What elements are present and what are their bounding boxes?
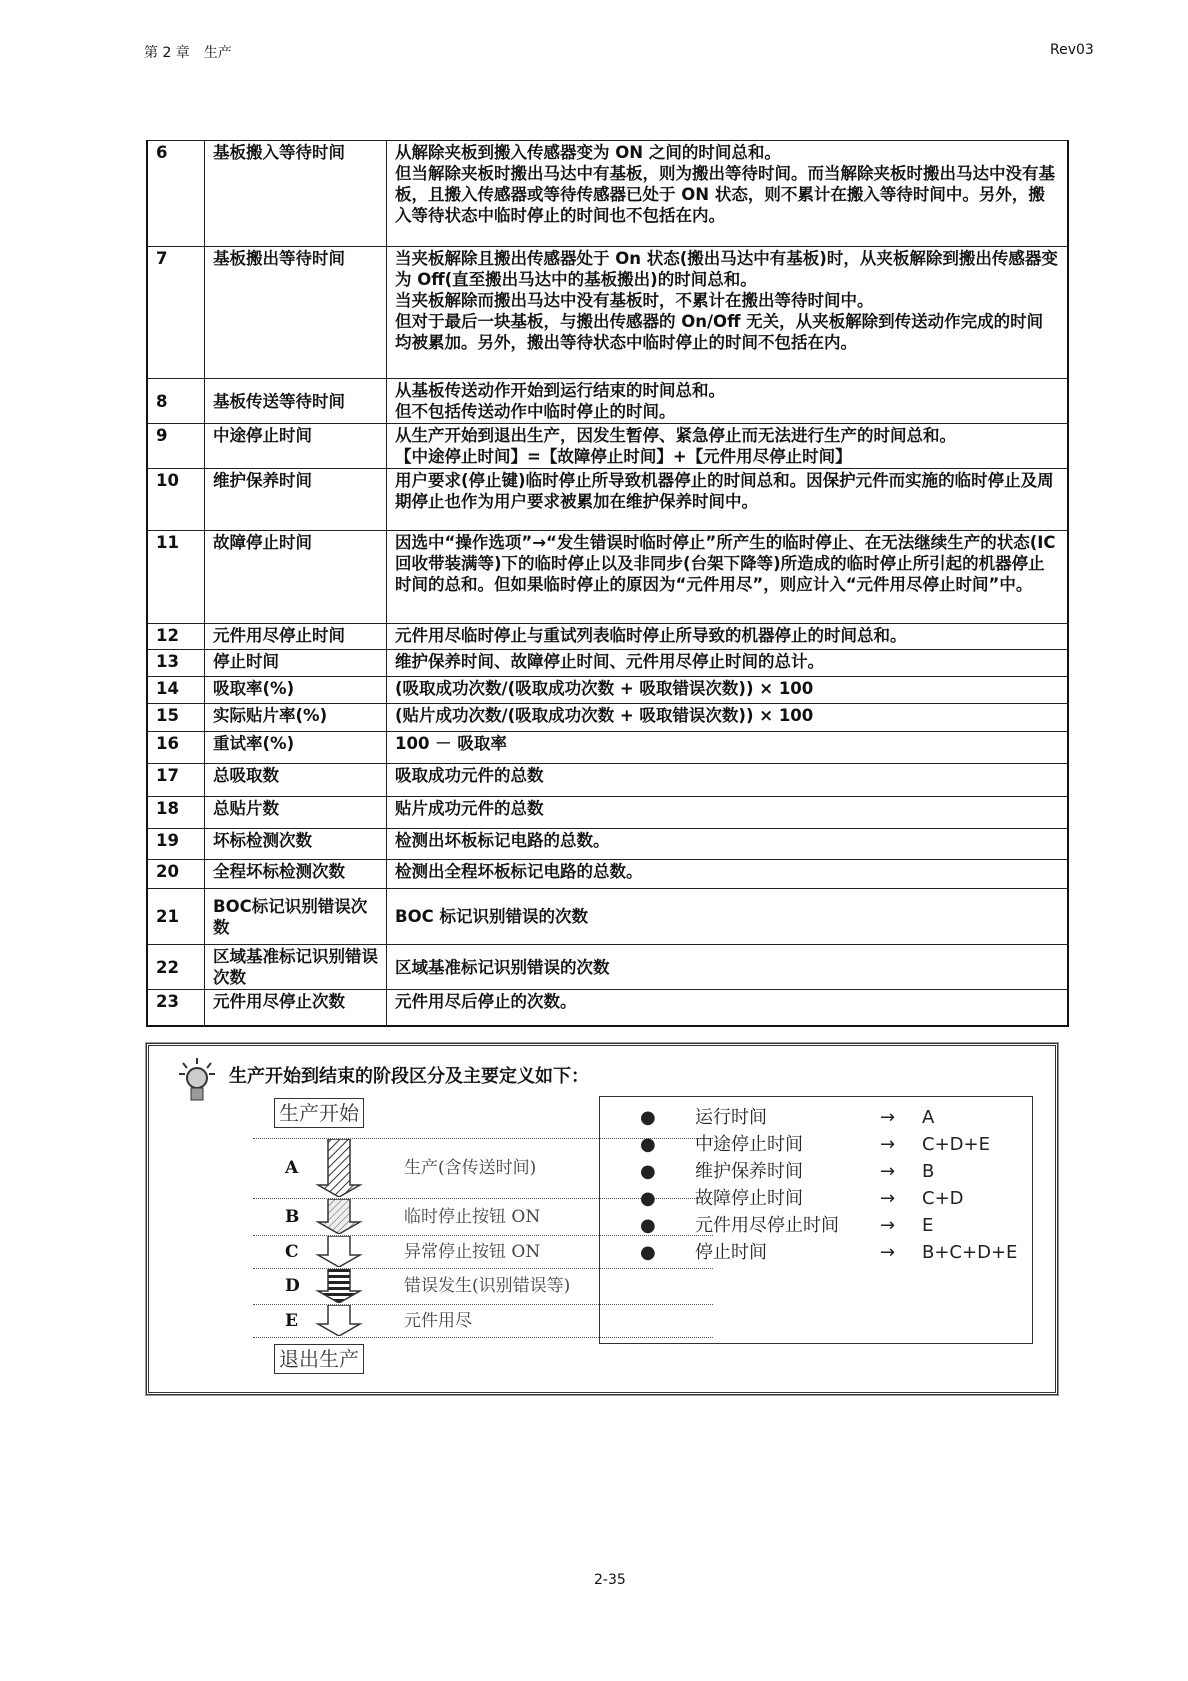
row-description: 吸取成功元件的总数 [387,764,1069,797]
legend-item [640,1161,934,1183]
stage-start: 生产开始 [274,1098,364,1128]
row-term: 基板搬出等待时间 [205,247,387,379]
row-term: 总吸取数 [205,764,387,797]
row-number: 22 [147,945,205,990]
row-term: 实际贴片率(%) [205,704,387,732]
legend-value: B [922,1161,935,1182]
table-row [147,945,1068,990]
row-description: (贴片成功次数/(吸取成功次数 + 吸取错误次数)) × 100 [387,704,1069,732]
bullet-icon: ● [640,1242,656,1263]
stage-arrow-icon [314,1139,364,1197]
row-number: 19 [147,829,205,860]
lightbulb-icon [177,1058,217,1104]
definition-legend [599,1096,1033,1344]
table-row [147,797,1068,829]
row-description: 区域基准标记识别错误的次数 [387,945,1069,990]
legend-value: E [922,1215,934,1236]
arrow-right-icon: → [880,1215,896,1236]
stage-end: 退出生产 [274,1344,364,1374]
legend-label: 故障停止时间 [695,1188,803,1209]
table-row [147,889,1068,945]
legend-value: C+D+E [922,1134,990,1155]
row-description: 100 － 吸取率 [387,732,1069,764]
definitions-table [146,140,1069,1027]
table-row [147,424,1068,469]
revision-label: Rev03 [1050,42,1094,58]
row-description: 元件用尽后停止的次数。 [387,990,1069,1026]
legend-item [640,1188,964,1210]
row-term: BOC标记识别错误次数 [205,889,387,945]
row-term: 中途停止时间 [205,424,387,469]
row-number: 11 [147,531,205,624]
row-number: 13 [147,650,205,677]
stage-letter: B [285,1206,300,1227]
stage-description: 异常停止按钮 ON [404,1241,541,1262]
row-description: (吸取成功次数/(吸取成功次数 + 吸取错误次数)) × 100 [387,677,1069,704]
row-term: 区域基准标记识别错误次数 [205,945,387,990]
row-number: 6 [147,141,205,247]
row-description: 用户要求(停止键)临时停止所导致机器停止的时间总和。因保护元件而实施的临时停止及周期停止也作为用户要求被累加在维护保养时间中。 [387,469,1069,531]
row-description: 检测出全程坏板标记电路的总数。 [387,860,1069,889]
stage-description: 生产(含传送时间) [404,1158,537,1178]
chapter-header: 第 2 章 生产 [144,45,232,61]
legend-label: 维护保养时间 [695,1161,803,1182]
bullet-icon: ● [640,1215,656,1236]
stage-description: 元件用尽 [404,1310,472,1331]
legend-label: 停止时间 [695,1242,767,1263]
table-row [147,531,1068,624]
row-number: 10 [147,469,205,531]
row-description: 从生产开始到退出生产，因发生暂停、紧急停止而无法进行生产的时间总和。 【中途停止时间】=【故障停止时间】+【元件用尽停止时间】 [387,424,1069,469]
arrow-right-icon: → [880,1188,896,1209]
row-number: 14 [147,677,205,704]
table-row [147,141,1068,247]
legend-item [640,1134,990,1156]
row-number: 8 [147,379,205,424]
row-description: 当夹板解除且搬出传感器处于 On 状态(搬出马达中有基板)时，从夹板解除到搬出传感器变为 Off(直至搬出马达中的基板搬出)的时间总和。 当夹板解除而搬出马达中没有基板时，不累计在搬出等待时间中。 但对于最后一块基板，与搬出传感器的 On/Off 无关，从夹板解除到传送动作完成的时间均被累加。另外，搬出等待状态中临时停止的时间不包括在内。 [387,247,1069,379]
bullet-icon: ● [640,1188,656,1209]
row-description: 检测出坏板标记电路的总数。 [387,829,1069,860]
row-term: 元件用尽停止时间 [205,624,387,650]
table-row [147,650,1068,677]
legend-item [640,1242,1017,1264]
legend-label: 中途停止时间 [695,1134,803,1155]
row-number: 23 [147,990,205,1026]
row-number: 7 [147,247,205,379]
stage-arrow-icon [314,1236,364,1267]
table-row [147,764,1068,797]
row-number: 21 [147,889,205,945]
stage-arrow-icon [314,1199,364,1234]
row-description: 维护保养时间、故障停止时间、元件用尽停止时间的总计。 [387,650,1069,677]
row-description: 因选中“操作选项”→“发生错误时临时停止”所产生的临时停止、在无法继续生产的状态(IC 回收带装满等)下的临时停止以及非同步(台架下降等)所造成的临时停止所引起的机器停止时间的总和。但如果临时停止的原因为“元件用尽”，则应计入“元件用尽停止时间”中。 [387,531,1069,624]
table-row [147,624,1068,650]
row-term: 故障停止时间 [205,531,387,624]
stage-description: 临时停止按钮 ON [404,1206,541,1227]
row-term: 维护保养时间 [205,469,387,531]
table-row [147,469,1068,531]
row-number: 16 [147,732,205,764]
legend-value: A [922,1107,935,1128]
bullet-icon: ● [640,1107,656,1128]
stage-letter: C [285,1241,299,1262]
legend-label: 元件用尽停止时间 [695,1215,839,1236]
row-description: 从解除夹板到搬入传感器变为 ON 之间的时间总和。 但当解除夹板时搬出马达中有基板，则为搬出等待时间。而当解除夹板时搬出马达中没有基板，且搬入传感器或等待传感器已处于 ON 状态，则不累计在搬入等待时间中。另外，搬入等待状态中临时停止的时间也不包括在内。 [387,141,1069,247]
legend-label: 运行时间 [695,1107,767,1128]
row-number: 18 [147,797,205,829]
table-row [147,990,1068,1026]
table-row [147,860,1068,889]
table-row [147,704,1068,732]
legend-item [640,1215,933,1237]
stage-letter: D [285,1276,300,1296]
table-row [147,677,1068,704]
row-term: 基板传送等待时间 [205,379,387,424]
row-description: BOC 标记识别错误的次数 [387,889,1069,945]
row-number: 12 [147,624,205,650]
row-number: 20 [147,860,205,889]
row-term: 总贴片数 [205,797,387,829]
page-number: 2-35 [594,1572,626,1588]
table-row [147,379,1068,424]
row-number: 9 [147,424,205,469]
stage-arrow-icon [314,1269,364,1303]
arrow-right-icon: → [880,1161,896,1182]
stage-letter: E [285,1310,298,1331]
note-box [146,1043,1058,1395]
row-term: 坏标检测次数 [205,829,387,860]
table-row [147,829,1068,860]
legend-value: C+D [922,1188,964,1209]
row-number: 15 [147,704,205,732]
bullet-icon: ● [640,1161,656,1182]
arrow-right-icon: → [880,1134,896,1155]
row-number: 17 [147,764,205,797]
arrow-right-icon: → [880,1107,896,1128]
stage-letter: A [285,1158,299,1178]
legend-item [640,1107,934,1129]
row-term: 停止时间 [205,650,387,677]
row-term: 重试率(%) [205,732,387,764]
stage-arrow-icon [314,1305,364,1336]
legend-value: B+C+D+E [922,1242,1018,1263]
stage-description: 错误发生(识别错误等) [404,1276,571,1296]
bullet-icon: ● [640,1134,656,1155]
arrow-right-icon: → [880,1242,896,1263]
row-description: 贴片成功元件的总数 [387,797,1069,829]
row-term: 吸取率(%) [205,677,387,704]
note-title: 生产开始到结束的阶段区分及主要定义如下： [229,1066,589,1087]
row-term: 全程坏标检测次数 [205,860,387,889]
table-row [147,247,1068,379]
row-term: 元件用尽停止次数 [205,990,387,1026]
table-row [147,732,1068,764]
row-description: 元件用尽临时停止与重试列表临时停止所导致的机器停止的时间总和。 [387,624,1069,650]
row-description: 从基板传送动作开始到运行结束的时间总和。 但不包括传送动作中临时停止的时间。 [387,379,1069,424]
row-term: 基板搬入等待时间 [205,141,387,247]
